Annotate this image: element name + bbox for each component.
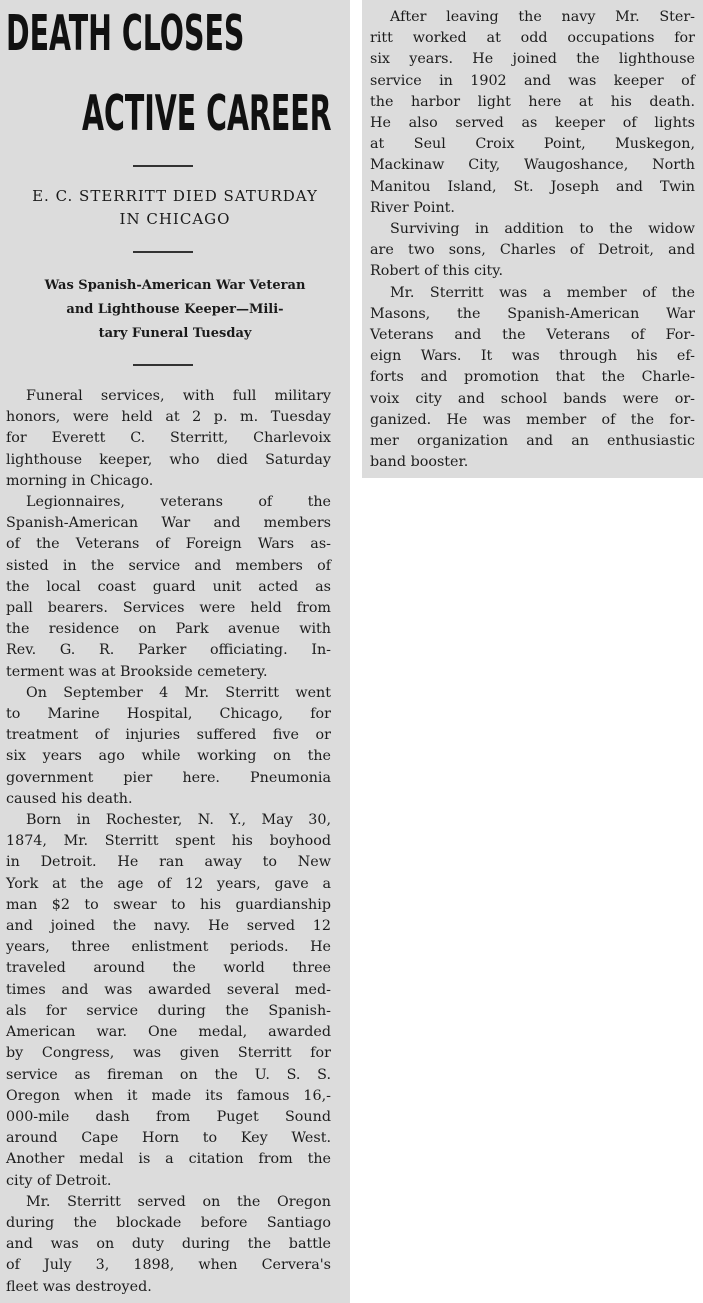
deck-line-3: tary Funeral Tuesday <box>98 326 252 341</box>
text-line: Spanish-American War and members <box>6 515 331 532</box>
text-line: eign Wars. It was through his ef- <box>370 348 695 365</box>
deck-line-2: and Lighthouse Keeper—Mili- <box>66 302 284 317</box>
text-line: 1874, Mr. Sterritt spent his boyhood <box>6 833 331 850</box>
text-line: six years. He joined the lighthouse <box>370 51 695 68</box>
subheadline-line-1: E. C. STERRITT DIED SATURDAY <box>32 187 318 205</box>
text-line: government pier here. Pneumonia <box>6 769 331 786</box>
text-line: traveled around the world three <box>6 960 331 977</box>
text-line: mer organization and an enthusiastic <box>370 433 695 450</box>
text-line: He also served as keeper of lights <box>370 115 695 132</box>
text-line: the harbor light here at his death. <box>370 93 695 110</box>
text-line: 000-mile dash from Puget Sound <box>6 1108 331 1125</box>
text-line: York at the age of 12 years, gave a <box>6 875 331 892</box>
subheadline-line-2: IN CHICAGO <box>119 210 231 228</box>
text-line: city of Detroit. <box>6 1172 112 1189</box>
text-line: treatment of injuries suffered five or <box>6 727 331 744</box>
text-line: caused his death. <box>6 790 133 807</box>
text-line: forts and promotion that the Charle- <box>370 369 695 386</box>
text-line: American war. One medal, awarded <box>6 1024 331 1041</box>
text-line: band booster. <box>370 454 469 471</box>
text-line: during the blockade before Santiago <box>6 1214 331 1231</box>
text-line: Mr. Sterritt served on the Oregon <box>26 1193 331 1210</box>
text-line: by Congress, was given Sterritt for <box>6 1045 331 1062</box>
text-line: for Everett C. Sterritt, Charlevoix <box>6 430 331 447</box>
text-line: Oregon when it made its famous 16,- <box>6 1087 331 1104</box>
text-line: Born in Rochester, N. Y., May 30, <box>26 812 331 829</box>
text-line: ritt worked at odd occupations for <box>370 30 695 47</box>
text-line: in Detroit. He ran away to New <box>6 854 331 871</box>
text-line: voix city and school bands were or- <box>370 390 695 407</box>
text-line: are two sons, Charles of Detroit, and <box>370 242 695 259</box>
text-line: service in 1902 and was keeper of <box>370 72 695 89</box>
text-line: On September 4 Mr. Sterritt went <box>26 684 331 701</box>
text-line: the local coast guard unit acted as <box>6 578 331 595</box>
text-line: to Marine Hospital, Chicago, for <box>6 706 331 723</box>
text-line: Legionnaires, veterans of the <box>26 494 331 511</box>
text-line: of July 3, 1898, when Cervera's <box>6 1257 331 1274</box>
text-line: Veterans and the Veterans of For- <box>370 327 695 344</box>
text-line: the residence on Park avenue with <box>6 621 331 638</box>
text-line: morning in Chicago. <box>6 472 154 489</box>
text-line: terment was at Brookside cemetery. <box>6 663 268 680</box>
text-line: ganized. He was member of the for- <box>370 411 695 428</box>
text-line: and was on duty during the battle <box>6 1236 331 1253</box>
text-line: around Cape Horn to Key West. <box>6 1130 331 1147</box>
text-line: Another medal is a citation from the <box>6 1151 331 1168</box>
text-line: als for service during the Spanish- <box>6 1002 331 1019</box>
text-line: Funeral services, with full military <box>26 388 331 404</box>
text-line: Mackinaw City, Waugoshance, North <box>370 157 695 174</box>
text-line: Masons, the Spanish-American War <box>370 305 695 322</box>
text-line: of the Veterans of Foreign Wars as- <box>6 536 331 553</box>
text-line: man $2 to swear to his guardianship <box>6 896 331 913</box>
text-line: at Seul Croix Point, Muskegon, <box>370 136 695 153</box>
headline-line-1: DEATH CLOSES <box>6 5 245 62</box>
deck-line-1: Was Spanish-American War Veteran <box>44 278 306 293</box>
text-line: honors, were held at 2 p. m. Tuesday <box>6 409 331 426</box>
text-line: Rev. G. R. Parker officiating. In- <box>6 642 331 659</box>
text-line: After leaving the navy Mr. Ster- <box>390 9 695 25</box>
headline-line-2: ACTIVE CAREER <box>82 85 332 142</box>
text-line: sisted in the service and members of <box>6 557 331 574</box>
text-line: six years ago while working on the <box>6 748 331 765</box>
text-line: years, three enlistment periods. He <box>6 939 331 956</box>
text-line: pall bearers. Services were held from <box>6 600 331 617</box>
text-line: Surviving in addition to the widow <box>390 221 695 238</box>
divider-rule <box>133 165 193 167</box>
text-line: and joined the navy. He served 12 <box>6 918 331 935</box>
divider-rule <box>133 251 193 253</box>
text-line: River Point. <box>370 199 455 216</box>
text-line: Mr. Sterritt was a member of the <box>390 284 695 301</box>
article-body-right <box>370 7 695 473</box>
text-line: times and was awarded several med- <box>6 981 331 998</box>
text-line: fleet was destroyed. <box>6 1278 152 1295</box>
divider-rule <box>133 364 193 366</box>
text-line: service as fireman on the U. S. S. <box>6 1066 331 1083</box>
text-line: Manitou Island, St. Joseph and Twin <box>370 178 695 195</box>
text-line: Robert of this city. <box>370 263 504 280</box>
article-body-left <box>6 386 331 1298</box>
text-line: lighthouse keeper, who died Saturday <box>6 451 331 468</box>
